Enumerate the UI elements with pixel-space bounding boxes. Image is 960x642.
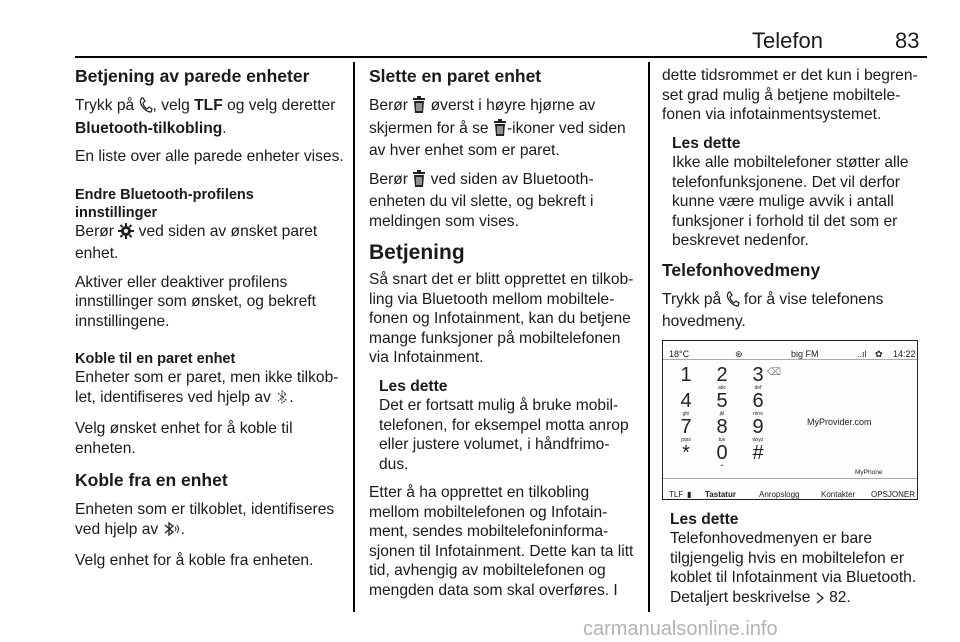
paragraph-continued: dette tidsrommet er det kun i begren-set grad mulig å betjene mobiltele-fonen via infotainmentsystemet. (662, 67, 918, 123)
keypad-digit: 8 (716, 415, 728, 438)
keypad-key[interactable] (745, 443, 771, 463)
note-title: Les dette (379, 377, 448, 395)
phone-small-icon: ▮ (687, 489, 692, 499)
keypad-key[interactable] (673, 391, 699, 417)
paragraph-delete-2: Berør ved siden av Bluetooth-enheten du vil slette, og bekreft i meldingen som vises. (369, 170, 594, 230)
heading-main-menu: Telefonhovedmeny (662, 259, 821, 280)
note-box (369, 377, 634, 475)
heading-disconnect: Koble fra en enhet (75, 470, 228, 490)
keypad-key[interactable] (673, 417, 699, 443)
heading-operation: Betjening (369, 241, 465, 264)
paragraph-press-phone: Trykk på , velg TLF og velg deretter Bluetooth-tilkobling. (75, 97, 336, 137)
keypad-key[interactable] (745, 365, 771, 391)
keypad-key[interactable] (709, 417, 735, 443)
note-text: Telefonhovedmenyen er bare tilgjengelig hvis en mobiltelefon er koblet til Infotainment via Bluetooth. Detaljert beskrivelse 82. (670, 529, 930, 610)
paragraph-profile: Berør ved siden av ønsket paret enhet. (75, 222, 318, 262)
keypad-digit: 6 (752, 389, 764, 412)
column-divider-2 (648, 62, 650, 612)
column-3 (662, 66, 930, 619)
phone-handset-icon (726, 291, 740, 313)
column-1 (75, 66, 345, 580)
column-divider-1 (353, 62, 355, 612)
settings-round-icon: ⊛ (735, 348, 743, 359)
heading-profile-2: innstillinger (75, 204, 158, 221)
gear-icon (118, 223, 134, 245)
note-box-1 (662, 134, 930, 251)
paragraph-disconnect-2: Velg enhet for å koble fra enheten. (75, 552, 314, 569)
page-reference-arrow-icon (815, 591, 825, 611)
keypad-digit: 9 (752, 415, 764, 438)
paragraph-select: Velg ønsket enhet for å koble til enheten. (75, 420, 293, 457)
backspace-icon[interactable]: ⌫ (767, 366, 782, 378)
header-rule (75, 56, 927, 58)
options-button[interactable]: OPSJONER (871, 489, 916, 499)
bottom-bar (663, 478, 917, 499)
station-name: big FM (791, 348, 819, 359)
keypad-letters: mno (753, 410, 763, 417)
paragraph-main-menu: Trykk på for å vise telefonens hovedmeny. (662, 290, 884, 330)
heading-profile-1: Endre Bluetooth-profilens (75, 186, 254, 203)
page-number: 83 (895, 28, 920, 53)
keypad-digit: 2 (716, 363, 728, 386)
paragraph-list: En liste over alle parede enheter vises. (75, 148, 344, 165)
paragraph-activate: Aktiver eller deaktiver profilens innstillinger som ønsket, og bekreft innstillingene. (75, 273, 316, 330)
column-2 (369, 66, 634, 609)
tab-kontakter[interactable]: Kontakter (821, 489, 856, 499)
keypad-digit: # (752, 441, 764, 464)
heading-connect: Koble til en paret enhet (75, 351, 236, 367)
keypad-letters: + (720, 462, 724, 469)
trash-icon (412, 96, 426, 119)
keypad-letters: abc (717, 384, 727, 391)
page-header-title: Telefon (752, 28, 823, 53)
keypad-key[interactable] (745, 391, 771, 417)
note-title: Les dette (672, 134, 741, 152)
watermark: carmanualsonline.info (583, 618, 778, 640)
keypad-key[interactable] (673, 443, 699, 463)
note-box-2 (660, 510, 930, 611)
paragraph-connect: Enheter som er paret, men ikke tilkob-let, identifiseres ved hjelp av . (75, 368, 345, 410)
keypad-key[interactable] (745, 417, 771, 443)
note-title: Les dette (670, 510, 739, 528)
status-bar (663, 341, 917, 360)
keypad-digit: 5 (716, 389, 728, 412)
keypad-key[interactable] (709, 391, 735, 417)
keypad-digit: 7 (680, 415, 692, 438)
keypad-digit: 0 (716, 441, 728, 464)
bluetooth-connected-icon (163, 521, 181, 543)
keypad-letters: pqrs (681, 436, 691, 443)
trash-icon (493, 119, 507, 142)
keypad-letters: wxyz (752, 436, 764, 443)
heading-manage-paired: Betjening av parede enheter (75, 66, 310, 86)
paragraph-after-connect: Etter å ha opprettet en tilkobling mellom mobiltelefonen og Infotain-ment, sendes mobiltelefoninforma-sjonen til Infotainment. Dette kan ta litt tid, avhengig av mobiltelefonen og mengden data som skal overføres. I (369, 484, 634, 599)
keypad-digit: 4 (680, 389, 692, 412)
note-text: Ikke alle mobiltelefoner støtter alle telefonfunksjonene. Det vil derfor kunne være mulige avvik i antall funksjoner i forhold til det som er beskrevet nedenfor. (672, 154, 909, 249)
keypad-key[interactable] (709, 443, 735, 469)
keypad-digit: 3 (752, 363, 764, 386)
keypad-digit: 1 (680, 363, 692, 386)
keypad-key[interactable] (673, 365, 699, 385)
keypad-letters: tuv (718, 436, 726, 443)
tab-anropslogg[interactable]: Anropslogg (759, 489, 800, 499)
keypad-key[interactable] (709, 365, 735, 391)
paragraph-delete-1: Berør øverst i høyre hjørne av skjermen for å se -ikoner ved siden av hver enhet som er paret. (369, 97, 626, 159)
keypad-letters: jkl (719, 410, 725, 417)
keypad-letters: ghi (682, 410, 690, 417)
phone-name: MyPhone (855, 468, 883, 476)
tlf-button[interactable]: TLF (669, 489, 684, 499)
phone-main-menu-screenshot (662, 340, 918, 500)
keypad-letters: def (754, 384, 762, 391)
signal-icon: ..ıl (857, 348, 867, 359)
phone-handset-icon (139, 97, 153, 119)
bluetooth-outline-icon (275, 389, 289, 411)
keypad-digit: * (682, 441, 690, 464)
paragraph-disconnect: Enheten som er tilkoblet, identifiseres ved hjelp av . (75, 500, 345, 542)
provider-name: MyProvider.com (807, 416, 872, 427)
paragraph-operation: Så snart det er blitt opprettet en tilkob-ling via Bluetooth mellom mobiltele-fonen og Infotainment, kan du betjene mange funksjoner på mobiltelefonen via Infotainment. (369, 271, 634, 366)
tab-tastatur[interactable]: Tastatur (705, 485, 736, 500)
heading-delete: Slette en paret enhet (369, 66, 542, 86)
clock: 14:22 (893, 348, 916, 359)
note-text: Det er fortsatt mulig å bruke mobil-telefonen, for eksempel motta anrop eller justere volumet, i håndfrimo-dus. (379, 397, 629, 473)
temperature: 18°C (669, 348, 690, 359)
trash-icon (412, 170, 426, 193)
gear-icon: ✿ (875, 348, 883, 359)
